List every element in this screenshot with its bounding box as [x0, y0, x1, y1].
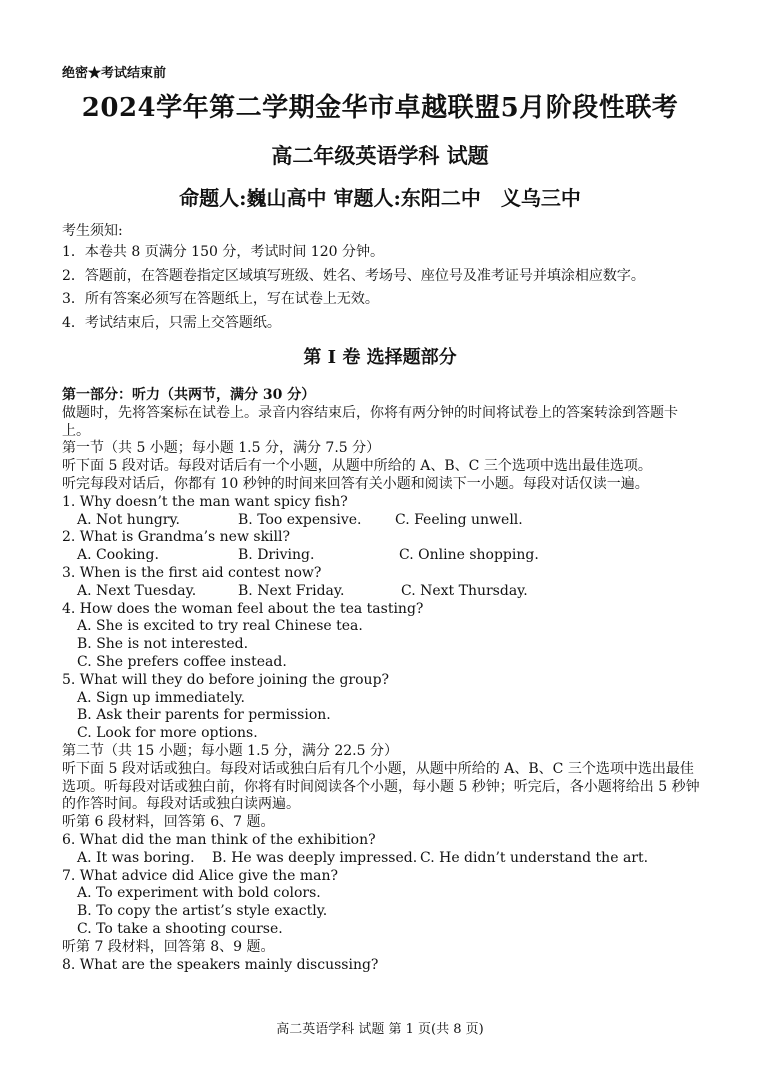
question-stem: 3. When is the first aid contest now?: [62, 564, 322, 581]
subsection-heading: 第二节（共 15 小题；每小题 1.5 分，满分 22.5 分）: [62, 742, 398, 759]
option-b: B. Next Friday.: [238, 582, 345, 599]
question-stem: 2. What is Grandma’s new skill?: [62, 529, 290, 546]
notice-item: 3．所有答案必须写在答题纸上，写在试卷上无效。: [62, 291, 379, 307]
option-b: B. Ask their parents for permission.: [77, 707, 331, 724]
option-c: C. He didn’t understand the art.: [420, 849, 649, 866]
question-stem: 4. How does the woman feel about the tea tasting?: [62, 600, 424, 617]
question-stem: 6. What did the man think of the exhibition?: [62, 831, 376, 848]
question-stem: 8. What are the speakers mainly discussing?: [62, 956, 379, 973]
option-c: C. Next Thursday.: [401, 582, 528, 599]
option-c: C. Feeling unwell.: [395, 511, 523, 528]
question-options: [62, 512, 702, 530]
option-c: C. She prefers coffee instead.: [77, 653, 287, 670]
question-stem: 5. What will they do before joining the group?: [62, 671, 390, 688]
option-b: B. He was deeply impressed.: [212, 849, 418, 866]
question-options: [62, 850, 702, 868]
listening-section: [62, 387, 702, 974]
page-footer: 高二英语学科 试题 第 1 页(共 8 页): [276, 1022, 484, 1037]
option-b: B. Too expensive.: [238, 511, 362, 528]
exam-subtitle: 高二年级英语学科 试题: [271, 143, 489, 168]
option-c: C. Look for more options.: [77, 725, 258, 742]
notice-item: 1．本卷共 8 页满分 150 分，考试时间 120 分钟。: [62, 244, 384, 260]
option-a: A. Next Tuesday.: [77, 582, 197, 599]
question-stem: 1. Why doesn’t the man want spicy fish?: [62, 493, 348, 510]
authors-line: 命题人:巍山高中 审题人:东阳二中 义乌三中: [179, 186, 581, 210]
subsection-heading: 第一节（共 5 小题；每小题 1.5 分，满分 7.5 分）: [62, 440, 381, 457]
notice-heading: 考生须知:: [62, 223, 123, 239]
section-heading: 第一部分：听力（共两节，满分 30 分）: [62, 387, 316, 403]
question-options: [62, 583, 702, 601]
subsection-instructions: 听下面 5 段对话。每段对话后有一个小题，从题中所给的 A、B、C 三个选项中选出最佳选项。: [62, 458, 652, 475]
notice-item: 4．考试结束后，只需上交答题纸。: [62, 314, 281, 331]
option-a: A. Cooking.: [77, 547, 159, 564]
question-stem: 7. What advice did Alice give the man?: [62, 867, 339, 884]
option-a: A. Sign up immediately.: [77, 689, 245, 706]
material-label: 听第 7 段材料，回答第 8、9 题。: [62, 938, 275, 955]
option-b: B. She is not interested.: [77, 636, 249, 653]
question-options: [62, 547, 702, 565]
option-a: A. Not hungry.: [77, 511, 180, 528]
exam-title: 2024学年第二学期金华市卓越联盟5月阶段性联考: [81, 93, 679, 123]
option-c: C. Online shopping.: [399, 547, 539, 564]
subsection-instructions: 听完每段对话后，你都有 10 秒钟的时间来回答有关小题和阅读下一小题。每段对话仅读一遍。: [62, 475, 649, 492]
option-b: B. To copy the artist’s style exactly.: [77, 903, 328, 920]
subsection-instructions: 听下面 5 段对话或独白。每段对话或独白后有几个小题，从题中所给的 A、B、C 三个选项中选出最佳选项。听每段对话或独白前，你将有时间阅读各个小题，每小题 5 秒钟；听完后，各小题将给出 5 秒钟的作答时间。每段对话或独白读两遍。: [62, 760, 700, 813]
option-a: A. She is excited to try real Chinese tea.: [77, 618, 363, 635]
option-a: A. To experiment with bold colors.: [77, 885, 321, 902]
part-title: 第 I 卷 选择题部分: [303, 347, 457, 368]
material-label: 听第 6 段材料，回答第 6、7 题。: [62, 814, 275, 831]
option-c: C. To take a shooting course.: [77, 920, 283, 937]
option-a: A. It was boring.: [77, 849, 195, 866]
option-b: B. Driving.: [238, 547, 315, 564]
notice-list: [62, 241, 645, 335]
notice-item: 2．答题前，在答题卷指定区域填写班级、姓名、考场号、座位号及准考证号并填涂相应数字。: [62, 267, 645, 284]
confidential-label: 绝密★考试结束前: [62, 66, 167, 81]
section-instructions: 做题时，先将答案标在试卷上。录音内容结束后，你将有两分钟的时间将试卷上的答案转涂到答题卡上。: [62, 404, 678, 439]
